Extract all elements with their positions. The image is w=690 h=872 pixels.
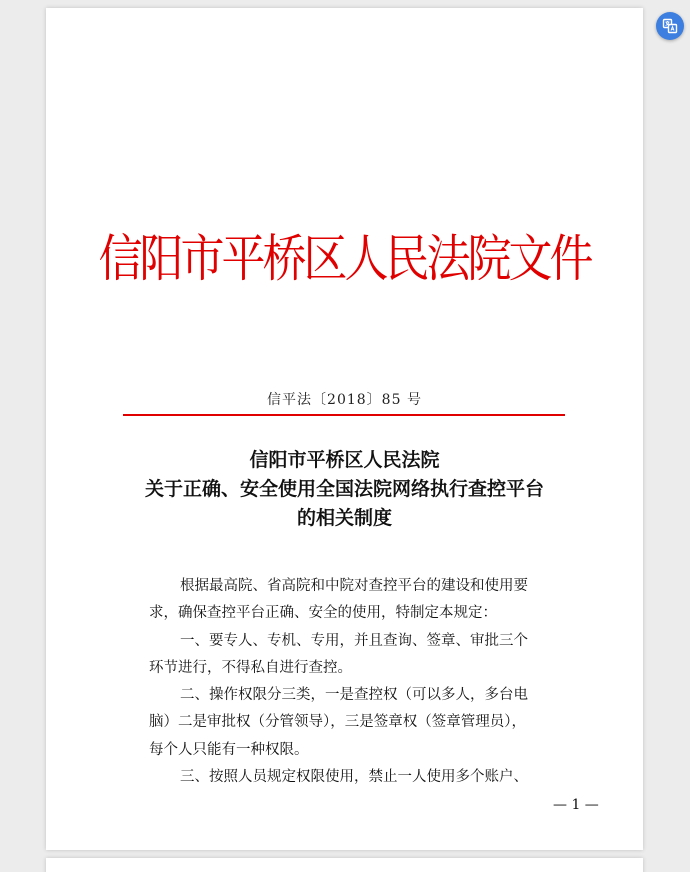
body-line: 脑）二是审批权（分管领导），三是签章权（签章管理员）， (149, 714, 526, 731)
subject-line: 信阳市平桥区人民法院 (249, 449, 440, 471)
body-line: 一、要专人、专机、专用，并且查询、签章、审批三个 (180, 632, 528, 649)
body-line: 三、按照人员规定权限使用，禁止一人使用多个账户、 (180, 769, 528, 786)
body-line: 每个人只能有一种权限。 (149, 741, 309, 758)
document-org-title: 信阳市平桥区人民法院文件 (98, 230, 591, 289)
page-number: — 1 — (553, 797, 599, 813)
document-body (149, 573, 569, 791)
translate-button[interactable] (656, 12, 684, 40)
next-page-preview (46, 858, 643, 872)
document-page (46, 8, 643, 850)
subject-line: 关于正确、安全使用全国法院网络执行查控平台 (144, 478, 544, 500)
translate-icon (662, 18, 678, 34)
body-line: 根据最高院、省高院和中院对查控平台的建设和使用要 (180, 578, 528, 594)
subject-line: 的相关制度 (296, 507, 392, 529)
body-line: 二、操作权限分三类，一是查控权（可以多人，多台电 (180, 687, 528, 704)
body-line: 求，确保查控平台正确、安全的使用，特制定本规定： (149, 605, 497, 622)
document-subject (46, 446, 643, 533)
body-line: 环节进行，不得私自进行查控。 (149, 659, 352, 676)
document-number: 信平法〔2018〕85 号 (267, 392, 422, 408)
red-divider-line (123, 414, 565, 416)
